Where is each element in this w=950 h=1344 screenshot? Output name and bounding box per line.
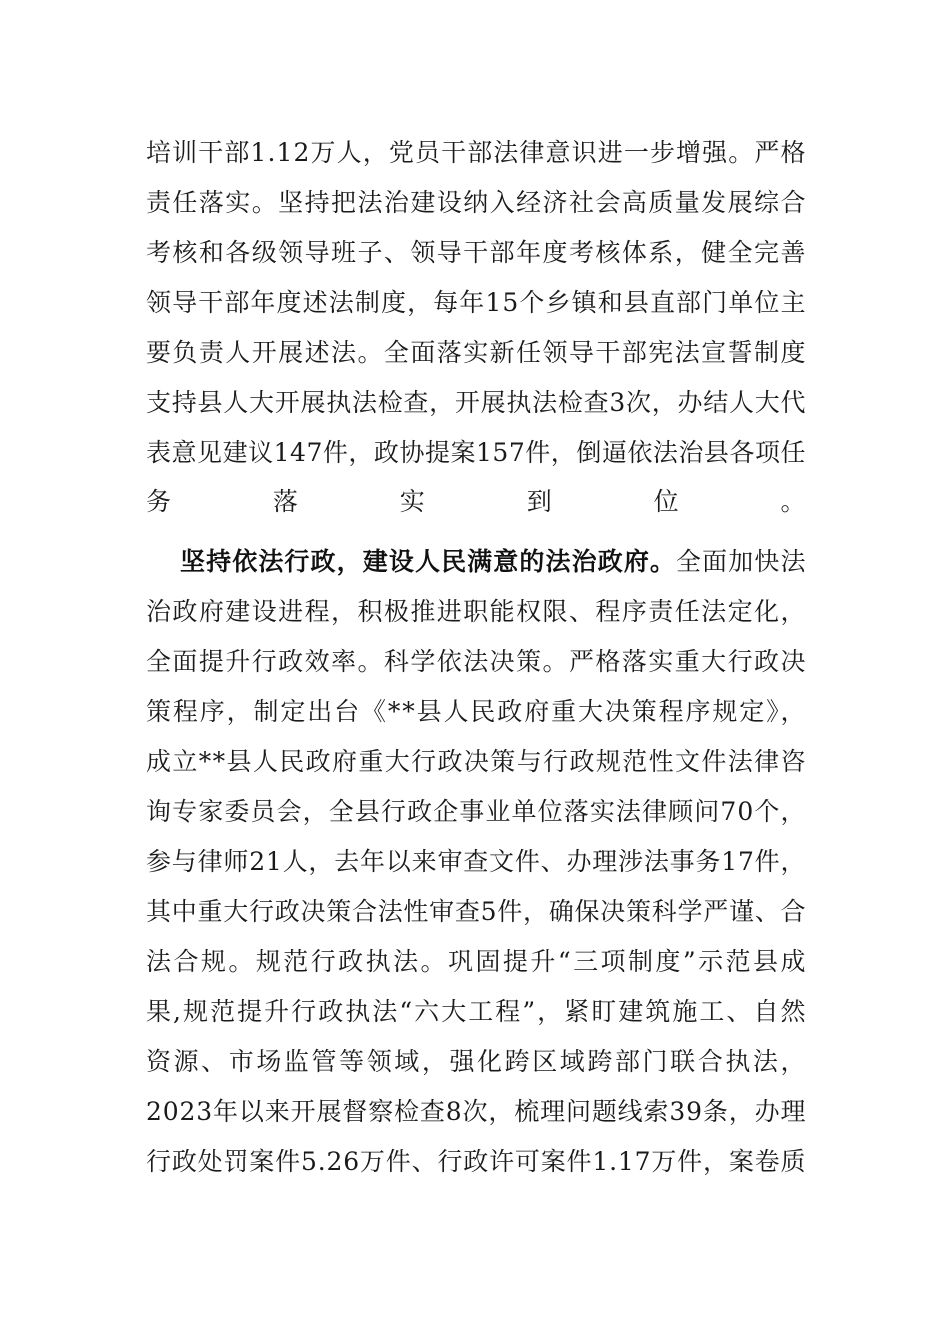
text-line: 成立**县人民政府重大行政决策与行政规范性文件法律咨 <box>146 747 807 776</box>
text-line: 行政处罚案件5.26万件、行政许可案件1.17万件，案卷质 <box>146 1147 807 1176</box>
text-line: 果,规范提升行政执法“六大工程”，紧盯建筑施工、自然 <box>146 997 808 1026</box>
paragraph-first-line <box>180 542 806 582</box>
text-line: 其中重大行政决策合法性审查5件，确保决策科学严谨、合 <box>146 897 807 926</box>
text-line: 领导干部年度述法制度，每年15个乡镇和县直部门单位主 <box>146 288 807 317</box>
paragraph-heading: 坚持依法行政，建设人民满意的法治政府。 <box>180 547 677 576</box>
text-line: 2023年以来开展督察检查8次，梳理问题线索39条，办理 <box>146 1097 807 1126</box>
text-line: 培训干部1.12万人，党员干部法律意识进一步增强。严格 <box>146 138 807 167</box>
paragraph-first-line-text: 全面加快法 <box>676 547 807 576</box>
text-line: 考核和各级领导班子、领导干部年度考核体系，健全完善 <box>146 238 807 267</box>
text-line: 责任落实。坚持把法治建设纳入经济社会高质量发展综合 <box>146 188 807 217</box>
text-line: 参与律师21人，去年以来审查文件、办理涉法事务17件， <box>146 847 807 876</box>
text-line: 表意见建议147件，政协提案157件，倒逼依法治县各项任 <box>146 438 807 467</box>
text-line: 资源、市场监管等领域，强化跨区域跨部门联合执法， <box>146 1047 809 1076</box>
text-line: 询专家委员会，全县行政企事业单位落实法律顾问70个， <box>146 797 807 826</box>
text-line: 法合规。规范行政执法。巩固提升“三项制度”示范县成 <box>146 947 808 976</box>
text-line: 治政府建设进程，积极推进职能权限、程序责任法定化， <box>146 597 807 626</box>
text-line: 支持县人大开展执法检查，开展执法检查3次，办结人大代 <box>146 388 807 417</box>
text-line: 策程序，制定出台《**县人民政府重大决策程序规定》， <box>146 697 808 726</box>
text-line: 全面提升行政效率。科学依法决策。严格落实重大行政决 <box>146 647 807 676</box>
text-line: 务落实到位。 <box>146 487 908 516</box>
text-line: 要负责人开展述法。全面落实新任领导干部宪法宣誓制度 <box>146 338 807 367</box>
